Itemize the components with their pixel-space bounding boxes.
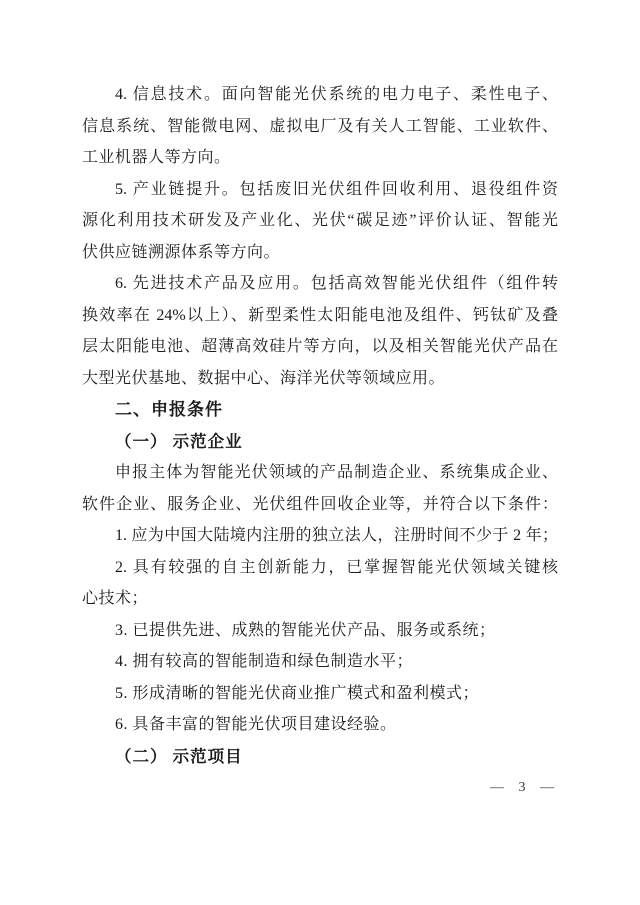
- body-line: 换效率在 24%以上）、新型柔性太阳能电池及组件、钙钛矿及叠: [82, 306, 558, 324]
- body-line: 层太阳能电池、超薄高效硅片等方向，以及相关智能光伏产品在: [82, 338, 558, 355]
- body-line: 信息系统、智能微电网、虚拟电厂及有关人工智能、工业软件、: [82, 117, 558, 135]
- page-number: — 3 —: [490, 780, 555, 795]
- body-line: 大型光伏基地、数据中心、海洋光伏等领域应用。: [82, 369, 446, 387]
- body-line: 2. 具有较强的自主创新能力，已掌握智能光伏领域关键核: [115, 558, 558, 576]
- body-line: 3. 已提供先进、成熟的智能光伏产品、服务或系统；: [115, 621, 496, 639]
- subsection-heading: （一） 示范企业: [115, 431, 243, 451]
- body-line: 1. 应为中国大陆境内注册的独立法人，注册时间不少于 2 年；: [115, 527, 558, 544]
- body-line: 申报主体为智能光伏领域的产品制造企业、系统集成企业、: [115, 464, 558, 481]
- body-line: 6. 具备丰富的智能光伏项目建设经验。: [115, 716, 397, 733]
- body-line: 4. 信息技术。面向智能光伏系统的电力电子、柔性电子、: [115, 86, 558, 103]
- document-text-block: [82, 79, 558, 772]
- body-line: 心技术；: [82, 590, 149, 607]
- body-line: 5. 形成清晰的智能光伏商业推广模式和盈利模式；: [115, 684, 480, 702]
- subsection-heading: （二） 示范项目: [115, 746, 243, 766]
- body-line: 4. 拥有较高的智能制造和绿色制造水平；: [115, 653, 414, 670]
- body-line: 伏供应链溯源体系等方向。: [82, 243, 281, 261]
- body-line: 6. 先进技术产品及应用。包括高效智能光伏组件（组件转: [115, 275, 558, 292]
- section-heading: 二、申报条件: [115, 400, 223, 419]
- body-line: 工业机器人等方向。: [82, 149, 231, 166]
- body-line: 软件企业、服务企业、光伏组件回收企业等，并符合以下条件：: [82, 495, 558, 513]
- body-line: 5. 产业链提升。包括废旧光伏组件回收利用、退役组件资: [115, 180, 558, 198]
- body-line: 源化利用技术研发及产业化、光伏“碳足迹”评价认证、智能光: [82, 212, 558, 229]
